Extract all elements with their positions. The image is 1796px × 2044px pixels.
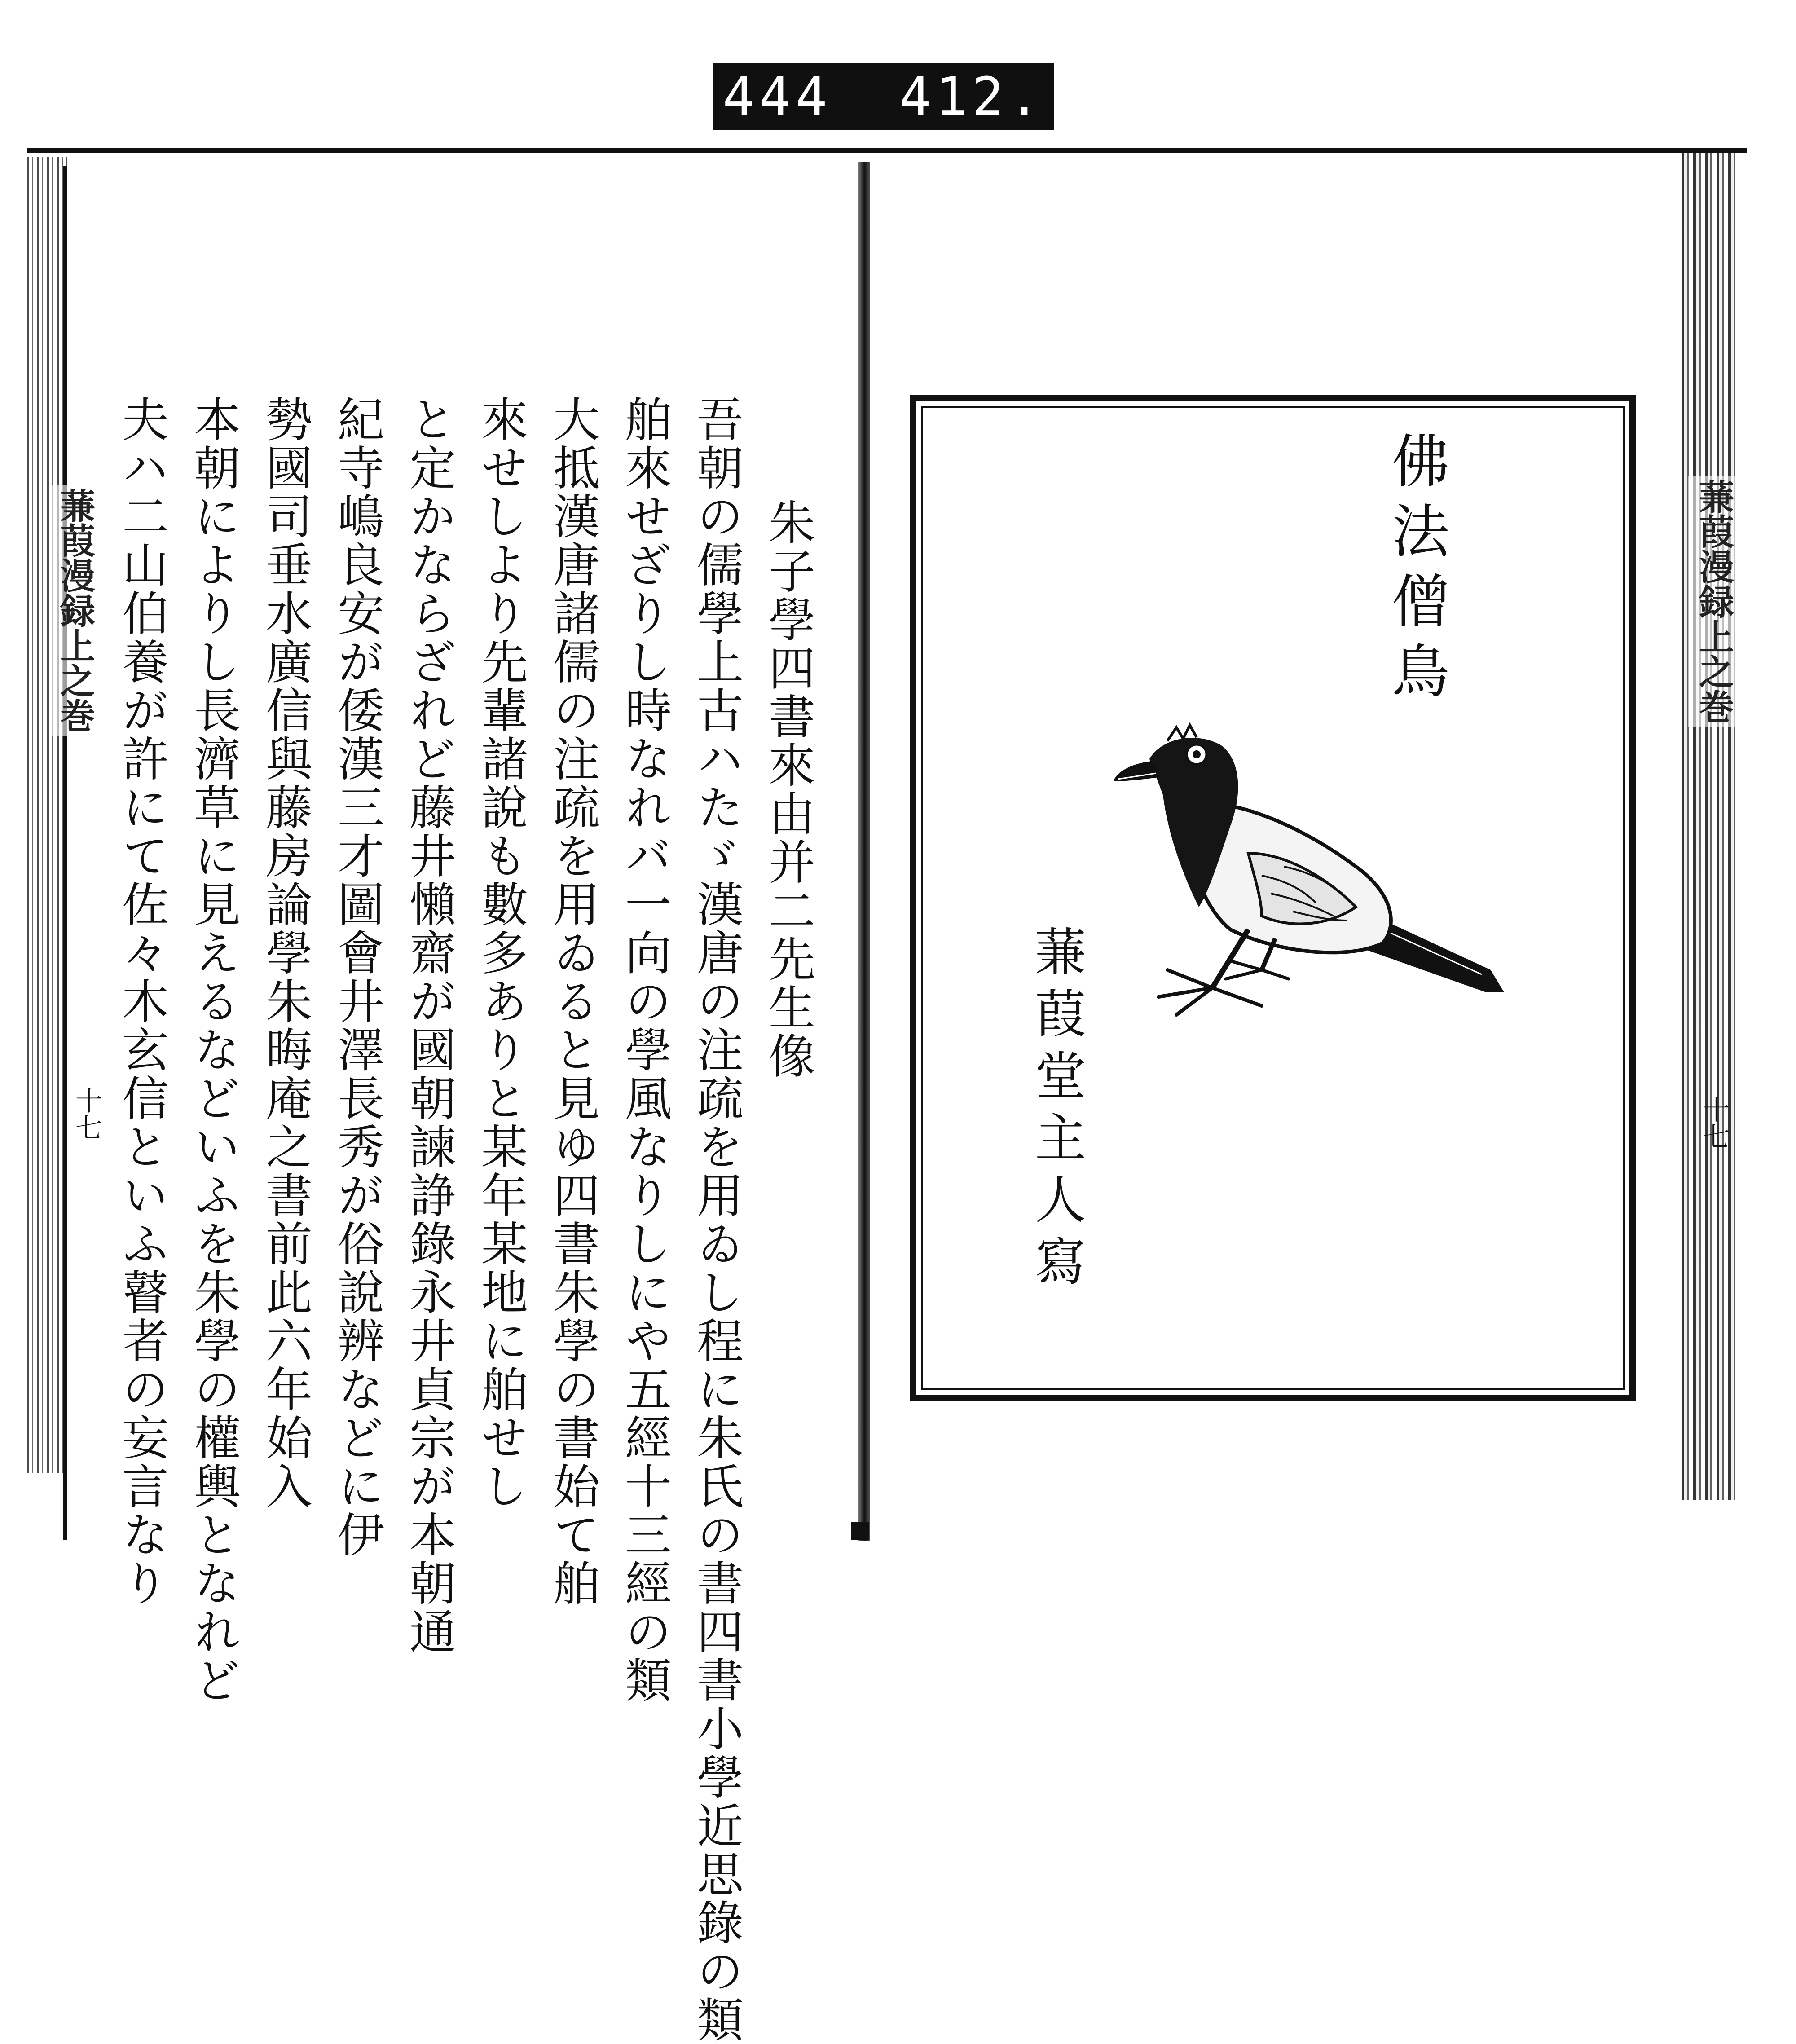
- left-folio: 十七: [71, 1087, 102, 1141]
- text-column-3: 大抵漢唐諸儒の注疏を用ゐると見ゆ四書朱學の書始て舶: [545, 395, 600, 1608]
- call-number-right: 412.: [899, 66, 1045, 128]
- ink-blot: [851, 1522, 869, 1540]
- call-number-tag: [713, 63, 1054, 130]
- text-column-1: 吾朝の儒學上古ハたゞ漢唐の注疏を用ゐし程に朱氏の書四書小學近思錄の類: [689, 395, 744, 2044]
- section-title: 朱子學四書來由并二先生像: [761, 498, 815, 1080]
- text-column-4: 來せしより先輩諸說も數多ありと某年某地に舶せし: [473, 395, 528, 1511]
- text-column-2: 舶來せざりし時なれバ一向の學風なりしにや五經十三經の類: [617, 395, 672, 1705]
- call-number-left: 444: [722, 66, 832, 128]
- book-spine: [858, 162, 870, 1541]
- text-column-5: と定かならざれど藤井懶齋が國朝諫諍錄永井貞宗が本朝通: [401, 395, 456, 1656]
- right-folio: 十七: [1699, 1096, 1730, 1150]
- right-page-stack: [1682, 153, 1735, 1500]
- text-column-6: 紀寺嶋良安が倭漢三才圖會井澤長秀が俗說辨などに伊: [330, 395, 384, 1559]
- right-edge-label: 蒹葭漫録上之巻: [1688, 476, 1739, 727]
- bird-title: 佛法僧鳥: [1382, 431, 1449, 711]
- text-column-8: 本朝によりし長濟草に見えるなどいふを朱學の權輿となれど: [186, 395, 241, 1705]
- text-column-7: 勢國司垂水廣信與藤房論學朱晦庵之書前此六年始入: [258, 395, 313, 1511]
- bird-illustration-icon: [1114, 718, 1518, 1069]
- artist-signature: 蒹葭堂主人寫: [1026, 925, 1086, 1297]
- left-edge-label: 蒹葭漫録上之巻: [49, 485, 100, 736]
- left-page-stack: [27, 157, 67, 1473]
- text-column-9: 夫ハ二山伯養が許にて佐々木玄信といふ瞽者の妄言なり: [114, 395, 169, 1608]
